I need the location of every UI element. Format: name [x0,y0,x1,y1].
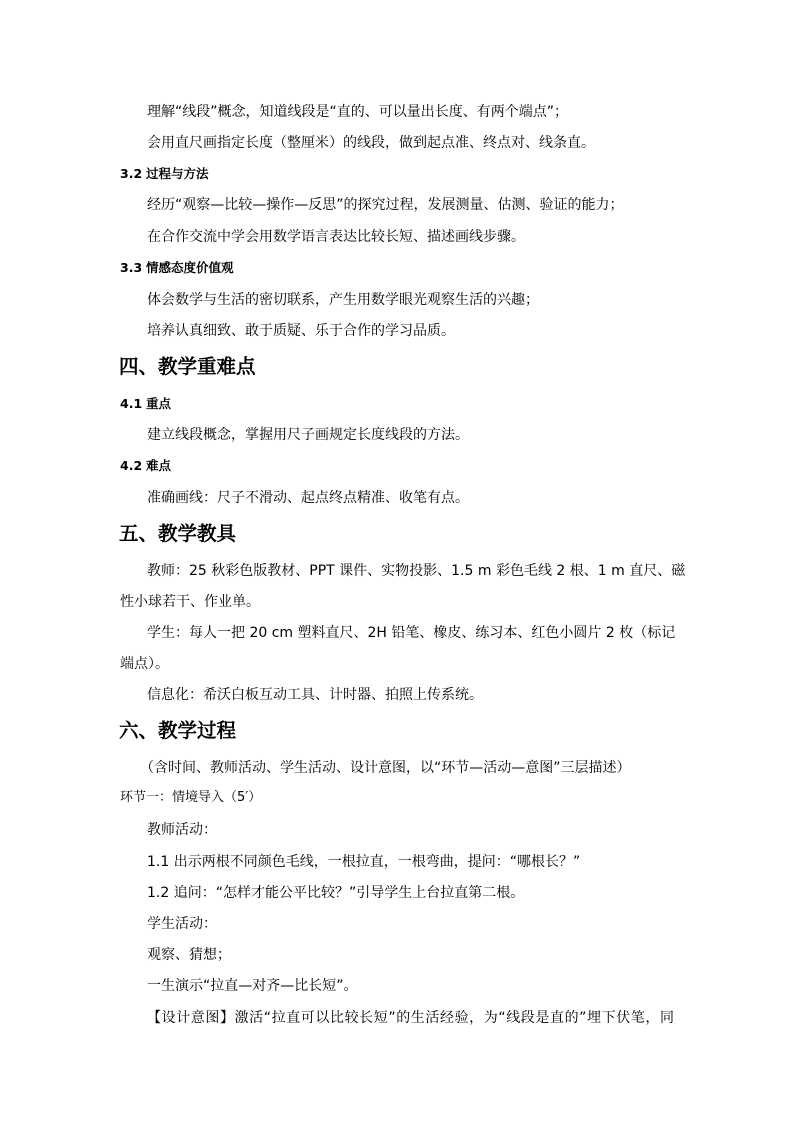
key-point-text: 建立线段概念，掌握用尺子画规定长度线段的方法。 [147,427,469,443]
process-line-1: 经历“观察—比较—操作—反思”的探究过程，发展测量、估测、验证的能力； [147,197,624,213]
design-intent-line: 【设计意图】激活“拉直可以比较长短”的生活经验，为“线段是直的”埋下伏笔，同 [147,1010,674,1026]
section-number: 4.1 [120,396,143,411]
student-aids-line-2: 端点）。 [120,656,169,672]
section-4-1-heading [120,395,171,413]
section-4-2-heading [120,457,171,475]
section-number: 3.2 [120,166,143,181]
objective-line-1: 理解“线段”概念，知道线段是“直的、可以量出长度、有两个端点”； [147,104,569,120]
teacher-activity-1-1: 1.1 出示两根不同颜色毛线，一根拉直，一根弯曲，提问：“哪根长？” [147,854,581,870]
heading-teaching-process: 六、教学过程 [119,719,237,742]
process-description: （含时间、教师活动、学生活动、设计意图，以“环节—活动—意图”三层描述） [140,760,631,776]
difficulty-text: 准确画线：尺子不滑动、起点终点精准、收笔有点。 [147,490,469,506]
section-title: 情感态度价值观 [146,260,234,275]
section-title: 重点 [146,396,172,411]
attitude-line-2: 培养认真细致、敢于质疑、乐于合作的学习品质。 [147,323,455,339]
section-title: 过程与方法 [146,166,209,181]
section-number: 4.2 [120,458,143,473]
student-activity-label: 学生活动： [147,916,217,932]
teacher-aids-line-2: 性小球若干、作业单。 [120,594,260,610]
student-activity-2: 一生演示“拉直—对齐—比长短”。 [147,978,358,994]
teacher-activity-label: 教师活动： [147,822,217,838]
stage-one-title: 环节一：情境导入（5′） [120,790,262,805]
section-3-3-heading [120,259,234,277]
teacher-activity-1-2: 1.2 追问：“怎样才能公平比较？”引导学生上台拉直第二根。 [147,885,525,901]
section-number: 3.3 [120,260,143,275]
student-activity-1: 观察、猜想； [147,947,231,963]
objective-line-2: 会用直尺画指定长度（整厘米）的线段，做到起点准、终点对、线条直。 [147,135,595,151]
heading-key-points: 四、教学重难点 [119,355,256,378]
heading-teaching-aids: 五、教学教具 [119,522,237,545]
process-line-2: 在合作交流中学会用数学语言表达比较长短、描述画线步骤。 [147,229,525,245]
section-3-2-heading [120,165,209,183]
digital-aids-line: 信息化：希沃白板互动工具、计时器、拍照上传系统。 [147,687,483,703]
student-aids-line-1: 学生：每人一把 20 cm 塑料直尺、2H 铅笔、橡皮、练习本、红色小圆片 2 枚（标记 [147,625,676,641]
teacher-aids-line-1: 教师：25 秋彩色版教材、PPT 课件、实物投影、1.5 m 彩色毛线 2 根、1 m 直尺、磁 [147,563,686,579]
section-title: 难点 [146,458,172,473]
attitude-line-1: 体会数学与生活的密切联系，产生用数学眼光观察生活的兴趣； [147,292,539,308]
